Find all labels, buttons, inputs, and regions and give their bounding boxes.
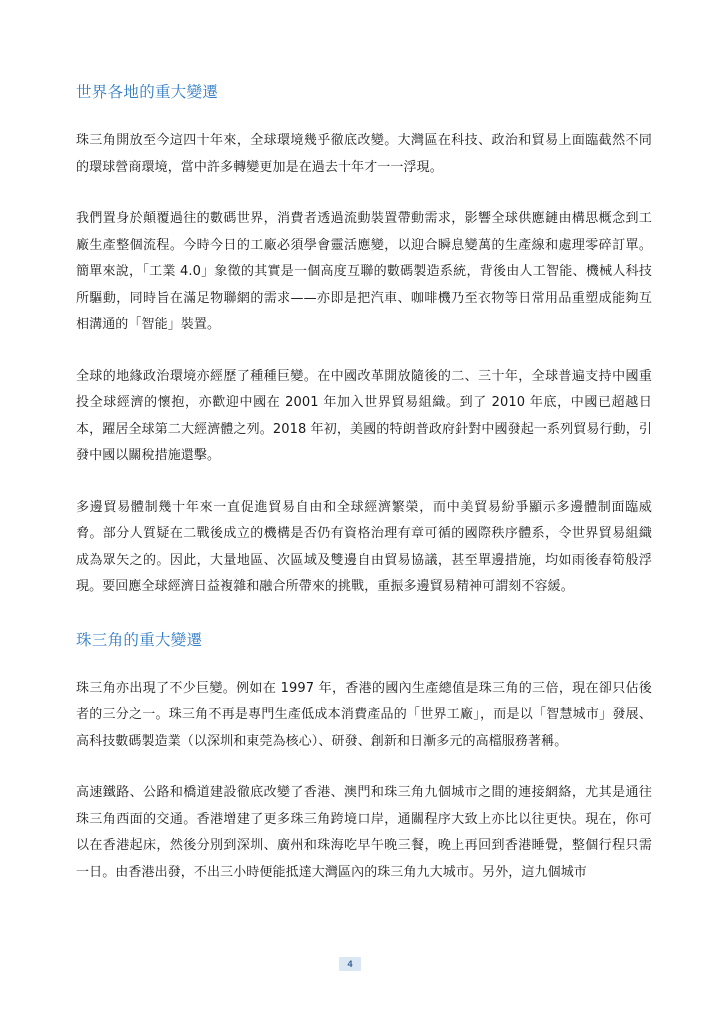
page-content bbox=[76, 78, 652, 886]
paragraph: 高速鐵路、公路和橋道建設徹底改變了香港、澳門和珠三角九個城市之間的連接網絡，尤其是通往珠三角西面的交通。香港增建了更多珠三角跨境口岸，通關程序大致上亦比以往更快。現在，你可以在香港起床，然後分別到深圳、廣州和珠海吃早午晚三餐，晚上再回到香港睡覺，整個行程只需一日。由香港出發，不出三小時便能抵達大灣區內的珠三角九大城市。另外，這九個城市 bbox=[76, 785, 652, 880]
page-number: 4 bbox=[339, 957, 361, 971]
paragraph: 珠三角亦出現了不少巨變。例如在 1997 年，香港的國內生產總值是珠三角的三倍，現在卻只佔後者的三分之一。珠三角不再是專門生產低成本消費產品的「世界工廠」，而是以「智慧城市」發展、高科技數碼製造業（以深圳和東莞為核心）、研發、創新和日漸多元的高檔服務著稱。 bbox=[76, 680, 652, 749]
section-heading-global-changes: 世界各地的重大變遷 bbox=[76, 83, 219, 101]
paragraph: 我們置身於顛覆過往的數碼世界，消費者透過流動裝置帶動需求，影響全球供應鏈由構思概念到工廠生產整個流程。今時今日的工廠必須學會靈活應變，以迎合瞬息變萬的生產線和處理零碎訂單。簡單來說，「工業 4.0」象徵的其實是一個高度互聯的數碼製造系統，背後由人工智能、機械人科技所驅動，同時旨在滿足物聯網的需求——亦即是把汽車、咖啡機乃至衣物等日常用品重塑成能夠互相溝通的「智能」裝置。 bbox=[76, 211, 652, 332]
paragraph: 多邊貿易體制幾十年來一直促進貿易自由和全球經濟繁榮，而中美貿易紛爭顯示多邊體制面臨威脅。部分人質疑在二戰後成立的機構是否仍有資格治理有章可循的國際秩序體系，令世界貿易組織成為眾矢之的。因此，大量地區、次區域及雙邊自由貿易協議，甚至單邊措施，均如雨後春筍般浮現。要回應全球經濟日益複雜和融合所帶來的挑戰，重振多邊貿易精神可謂刻不容緩。 bbox=[76, 499, 652, 594]
paragraph: 珠三角開放至今這四十年來，全球環境幾乎徹底改變。大灣區在科技、政治和貿易上面臨截然不同的環球營商環境，當中許多轉變更加是在過去十年才一一浮現。 bbox=[76, 133, 652, 175]
section-heading-prd-changes: 珠三角的重大變遷 bbox=[76, 630, 203, 649]
paragraph: 全球的地緣政治環境亦經歷了種種巨變。在中國改革開放隨後的二、三十年，全球普遍支持中國重投全球經濟的懷抱，亦歡迎中國在 2001 年加入世界貿易組織。到了 2010 年底，中國已超越日本，躍居全球第二大經濟體之列。2018 年初，美國的特朗普政府針對中國發起一系列貿易行動，引發中國以關稅措施還擊。 bbox=[76, 368, 652, 463]
